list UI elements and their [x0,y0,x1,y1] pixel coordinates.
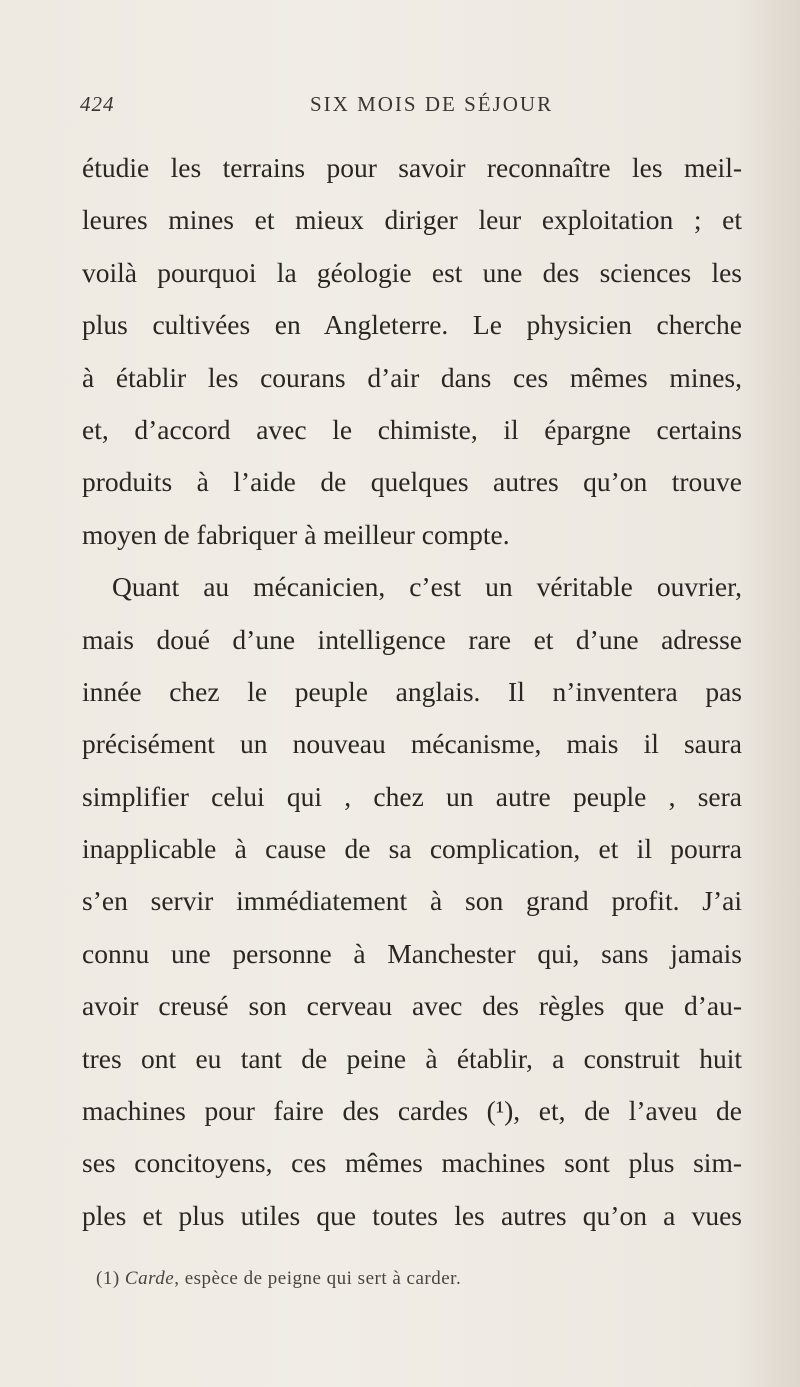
text-line: produits à l’aide de quelques autres qu’on trouve [82,466,742,498]
footnote [96,1268,461,1290]
text-line: simplifier celui qui , chez un autre peuple , sera [82,780,742,812]
text-line: Quant au mécanicien, c’est un véritable ouvrier, [112,571,742,603]
text-line: mais doué d’une intelligence rare et d’une adresse [82,623,742,655]
page-number: 424 [80,92,115,116]
running-title: SIX MOIS DE SÉJOUR [310,92,554,116]
footnote-marker: (1) [96,1268,120,1289]
text-line: précisément un nouveau mécanisme, mais il saura [82,728,742,760]
text-line: voilà pourquoi la géologie est une des sciences les [82,256,742,288]
text-line: et, d’accord avec le chimiste, il épargne certains [82,413,742,445]
text-line: ses concitoyens, ces mêmes machines sont plus sim- [82,1147,742,1179]
text-line: plus cultivées en Angleterre. Le physicien cherche [82,309,742,341]
text-line: innée chez le peuple anglais. Il n’inventera pas [82,675,742,707]
text-line: leures mines et mieux diriger leur exploitation ; et [82,204,742,236]
text-line: ples et plus utiles que toutes les autres qu’on a vues [82,1199,742,1231]
page-header [0,92,800,132]
footnote-text: , espèce de peigne qui sert à carder. [174,1268,462,1289]
text-line: inapplicable à cause de sa complication, et il pourra [82,833,742,865]
text-line: tres ont eu tant de peine à établir, a construit huit [82,1042,742,1074]
text-line: étudie les terrains pour savoir reconnaître les meil- [82,152,742,183]
text-line: machines pour faire des cardes (¹), et, de l’aveu de [82,1095,742,1127]
text-line: moyen de fabriquer à meilleur compte. [82,518,510,550]
text-line: à établir les courans d’air dans ces mêmes mines, [82,361,742,393]
footnote-term: Carde [124,1268,175,1289]
body-text [82,142,742,1242]
text-line: s’en servir immédiatement à son grand profit. J’ai [82,885,742,917]
text-line: avoir creusé son cerveau avec des règles que d’au- [82,990,742,1022]
text-line: connu une personne à Manchester qui, sans jamais [82,937,742,969]
